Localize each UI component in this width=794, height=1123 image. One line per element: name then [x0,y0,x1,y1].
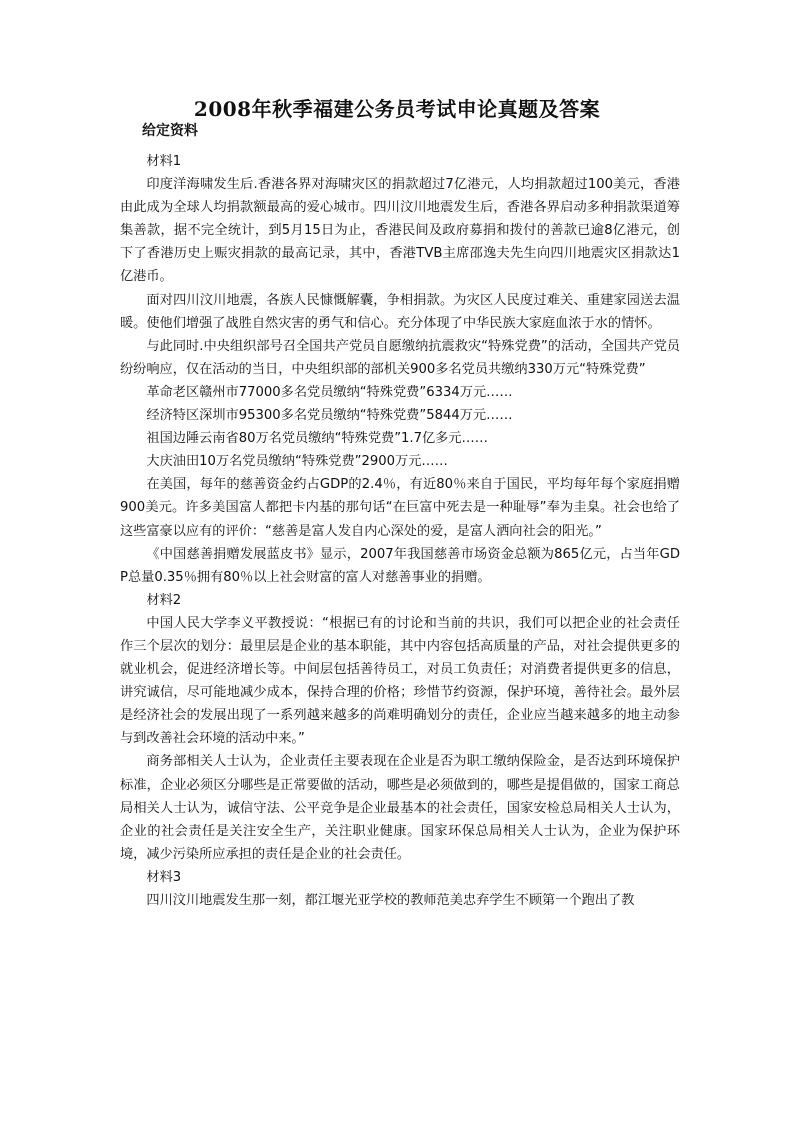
paragraph: 与此同时.中央组织部号召全国共产党员自愿缴纳抗震救灾“特殊党费”的活动，全国共产党员纷纷响应，仅在活动的当日，中央组织部的部机关900多名党员共缴纳330万元“特殊党费” [120,338,680,377]
material-heading: 材料2 [146,592,182,608]
list-item: 祖国边陲云南省80万名党员缴纳“特殊党费”1.7亿多元…… [146,431,488,447]
list-item: 革命老区赣州市77000多名党员缴纳“特殊党费”6334万元…… [146,384,513,400]
paragraph: 中国人民大学李义平教授说：“根据已有的讨论和当前的共识，我们可以把企业的社会责任作三个层次的划分：最里层是企业的基本职能，其中内容包括高质量的产品，对社会提供更多的就业机会，促进经济增长等。中间层包括善待员工，对员工负责任；对消费者提供更多的信息，讲究诚信，尽可能地减少成本，保持合理的价格；珍惜节约资源，保护环境，善待社会。最外层是经济社会的发展出现了一系列越来越多的尚难明确划分的责任，企业应当越来越多的地主动参与到改善社会环境的活动中来。” [120,615,680,747]
paragraph: 面对四川汶川地震，各族人民慷慨解囊，争相捐款。为灾区人民度过难关、重建家园送去温暖。使他们增强了战胜自然灾害的勇气和信心。充分体现了中华民族大家庭血浓于水的情怀。 [120,292,680,331]
paragraph: 四川汶川地震发生那一刻，都江堰光亚学校的教师范美忠弃学生不顾第一个跑出了教 [146,893,635,908]
list-item: 大庆油田10万名党员缴纳“特殊党费”2900万元…… [146,454,448,470]
paragraph: 《中国慈善捐赠发展蓝皮书》显示，2007年我国慈善市场资金总额为865亿元，占当年GDP总量0.35％拥有80％以上社会财富的富人对慈善事业的捐赠。 [120,546,680,585]
document-body [120,150,680,912]
document-title: 2008年秋季福建公务员考试申论真题及答案 [193,97,601,121]
list-item: 经济特区深圳市95300多名党员缴纳“特殊党费”5844万元…… [146,408,513,424]
material-heading: 材料3 [146,869,182,885]
section-label: 给定资料 [142,123,198,139]
paragraph: 商务部相关人士认为，企业责任主要表现在企业是否为职工缴纳保险金，是否达到环境保护标准，企业必须区分哪些是正常要做的活动，哪些是必须做到的，哪些是提倡做的，国家工商总局相关人士认为，诚信守法、公平竞争是企业最基本的社会责任，国家安检总局相关人士认为，企业的社会责任是关注安全生产，关注职业健康。国家环保总局相关人士认为，企业为保护环境，减少污染所应承担的责任是企业的社会责任。 [120,754,680,862]
paragraph: 在美国，每年的慈善资金约占GDP的2.4％，有近80％来自于国民，平均每年每个家庭捐赠900美元。许多美国富人都把卡内基的那句话“在巨富中死去是一种耻辱”奉为圭臬。社会也给了这些富豪以应有的评价：“慈善是富人发自内心深处的爱，是富人洒向社会的阳光。” [120,477,680,539]
paragraph: 印度洋海啸发生后.香港各界对海啸灾区的捐款超过7亿港元，人均捐款超过100美元，香港由此成为全球人均捐款额最高的爱心城市。四川汶川地震发生后，香港各界启动多种捐款渠道筹集善款，据不完全统计，到5月15日为止，香港民间及政府募捐和拨付的善款已逾8亿港元，创下了香港历史上赈灾捐款的最高记录，其中，香港TVB主席邵逸夫先生向四川地震灾区捐款达1亿港币。 [120,177,680,285]
material-heading: 材料1 [146,154,182,169]
